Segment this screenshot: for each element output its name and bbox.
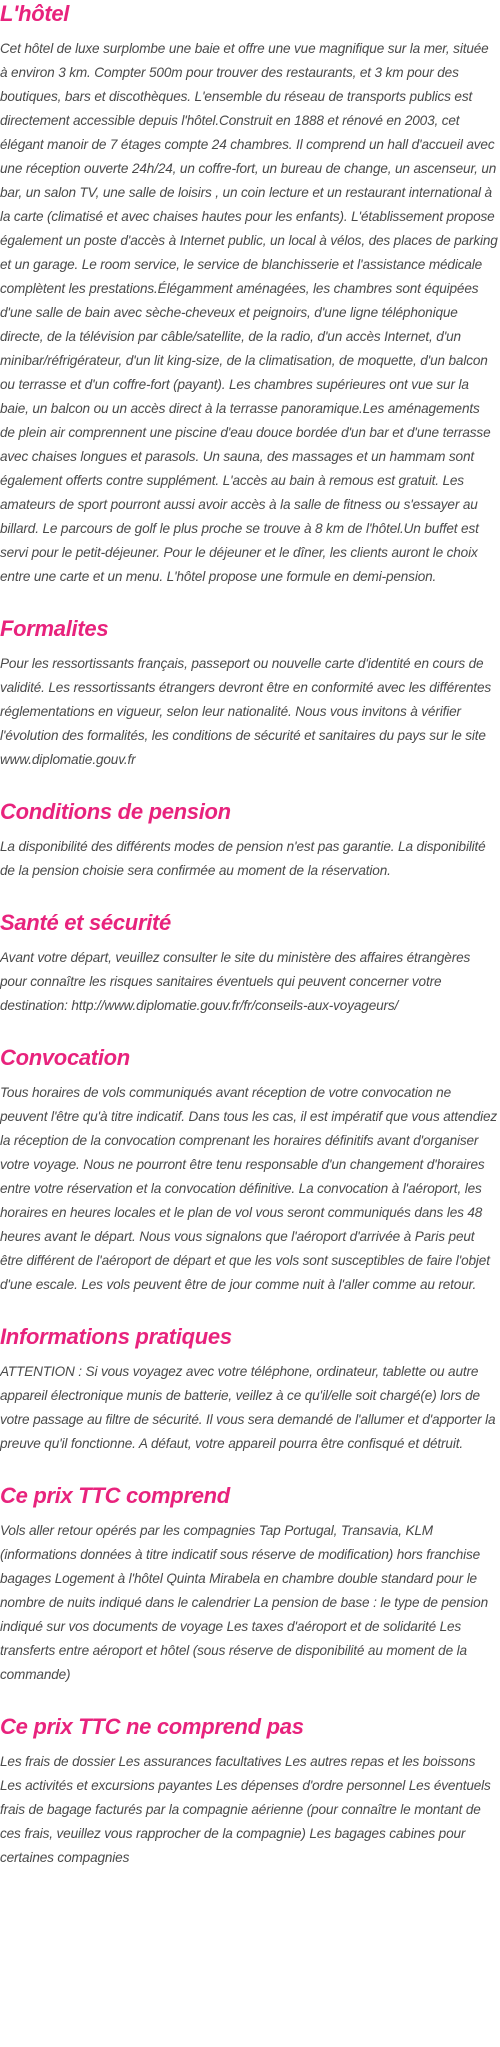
section-title: Ce prix TTC ne comprend pas (0, 1714, 304, 1739)
section-conditions-pension (0, 798, 498, 883)
section-body: Vols aller retour opérés par les compagnies Tap Portugal, Transavia, KLM (informations données à titre indicatif sous réserve de modification) hors franchise bagages Logement à l'hôtel Quinta Mirabela en chambre double standard pour le nombre de nuits indiqué dans le calendrier La pension de base : le type de pension indiqué sur vos documents de voyage Les taxes d'aéroport et de solidarité Les transferts entre aéroport et hôtel (sous réserve de disponibilité au moment de la commande) (0, 1523, 488, 1682)
section-title: Conditions de pension (0, 799, 231, 824)
section-formalites (0, 615, 498, 772)
section-title: Ce prix TTC comprend (0, 1483, 230, 1508)
section-title: Santé et sécurité (0, 910, 171, 935)
section-title: Convocation (0, 1045, 130, 1070)
section-title: Formalites (0, 616, 109, 641)
section-body: Cet hôtel de luxe surplombe une baie et offre une vue magnifique sur la mer, située à environ 3 km. Compter 500m pour trouver des restaurants, et 3 km pour des boutiques, bars et discothèques. L'ensemble du réseau de transports publics est directement accessible depuis l'hôtel.Construit en 1888 et rénové en 2003, cet élégant manoir de 7 étages compte 24 chambres. Il comprend un hall d'accueil avec une réception ouverte 24h/24, un coffre-fort, un bureau de change, un ascenseur, un bar, un salon TV, une salle de loisirs , un coin lecture et un restaurant international à la carte (climatisé et avec chaises hautes pour les enfants). L'établissement propose également un poste d'accès à Internet public, un local à vélos, des places de parking et un garage. Le room service, le service de blanchisserie et l'assistance médicale complètent les prestations.Élégamment aménagées, les chambres sont équipées d'une salle de bain avec sèche-cheveux et peignoirs, d'une ligne téléphonique directe, de la télévision par câble/satellite, de la radio, d'un accès Internet, d'un minibar/réfrigérateur, d'un lit king-size, de la climatisation, de moquette, d'un balcon ou terrasse et d'un coffre-fort (payant). Les chambres supérieures ont vue sur la baie, un balcon ou un accès direct à la terrasse panoramique.Les aménagements de plein air comprennent une piscine d'eau douce bordée d'un bar et d'une terrasse avec chaises longues et parasols. Un sauna, des massages et un hammam sont également offerts contre supplément. L'accès au bain à remous est gratuit. Les amateurs de sport pourront aussi avoir accès à la salle de fitness ou s'essayer au billard. Le parcours de golf le plus proche se trouve à 8 km de l'hôtel.Un buffet est servi pour le petit-déjeuner. Pour le déjeuner et le dîner, les clients auront le choix entre une carte et un menu. L'hôtel propose une formule en demi-pension. (0, 41, 498, 584)
section-prix-ne-comprend-pas (0, 1713, 498, 1870)
section-title: Informations pratiques (0, 1324, 232, 1349)
section-body: La disponibilité des différents modes de pension n'est pas garantie. La disponibilité de la pension choisie sera confirmée au moment de la réservation. (0, 839, 486, 878)
section-body: Avant votre départ, veuillez consulter le site du ministère des affaires étrangères pour connaître les risques sanitaires éventuels qui peuvent concerner votre destination: http://www.diplomatie.gouv.fr/fr/conseils-aux-voyageurs/ (0, 950, 471, 1013)
section-body: ATTENTION : Si vous voyagez avec votre téléphone, ordinateur, tablette ou autre appareil électronique munis de batterie, veillez à ce qu'il/elle soit chargé(e) lors de votre passage au filtre de sécurité. Il vous sera demandé de l'allumer et d'apporter la preuve qu'il fonctionne. A défaut, votre appareil pourra être confisqué et détruit. (0, 1364, 496, 1451)
section-informations-pratiques (0, 1323, 498, 1456)
section-title: L'hôtel (0, 1, 70, 26)
section-prix-comprend (0, 1482, 498, 1687)
section-body: Les frais de dossier Les assurances facultatives Les autres repas et les boissons Les activités et excursions payantes Les dépenses d'ordre personnel Les éventuels frais de bagage facturés par la compagnie aérienne (pour connaître le montant de ces frais, veuillez vous rapprocher de la compagnie) Les bagages cabines pour certaines compagnies (0, 1754, 491, 1865)
section-body: Pour les ressortissants français, passeport ou nouvelle carte d'identité en cours de validité. Les ressortissants étrangers devront être en conformité avec les différentes réglementations en vigueur, selon leur nationalité. Nous vous invitons à vérifier l'évolution des formalités, les conditions de sécurité et sanitaires du pays sur le site www.diplomatie.gouv.fr (0, 656, 492, 767)
section-convocation (0, 1044, 498, 1297)
section-hotel (0, 0, 498, 589)
section-sante-securite (0, 909, 498, 1018)
section-body: Tous horaires de vols communiqués avant réception de votre convocation ne peuvent l'être qu'à titre indicatif. Dans tous les cas, il est impératif que vous attendiez la réception de la convocation comprenant les horaires définitifs avant d'organiser votre voyage. Nous ne pourront être tenu responsable d'un changement d'horaires entre votre réservation et la convocation définitive. La convocation à l'aéroport, les horaires en heures locales et le plan de vol vous seront communiqués dans les 48 heures avant le départ. Nous vous signalons que l'aéroport d'arrivée à Paris peut être différent de l'aéroport de départ et que les vols sont susceptibles de faire l'objet d'une escale. Les vols peuvent être de jour comme nuit à l'aller comme au retour. (0, 1085, 498, 1292)
